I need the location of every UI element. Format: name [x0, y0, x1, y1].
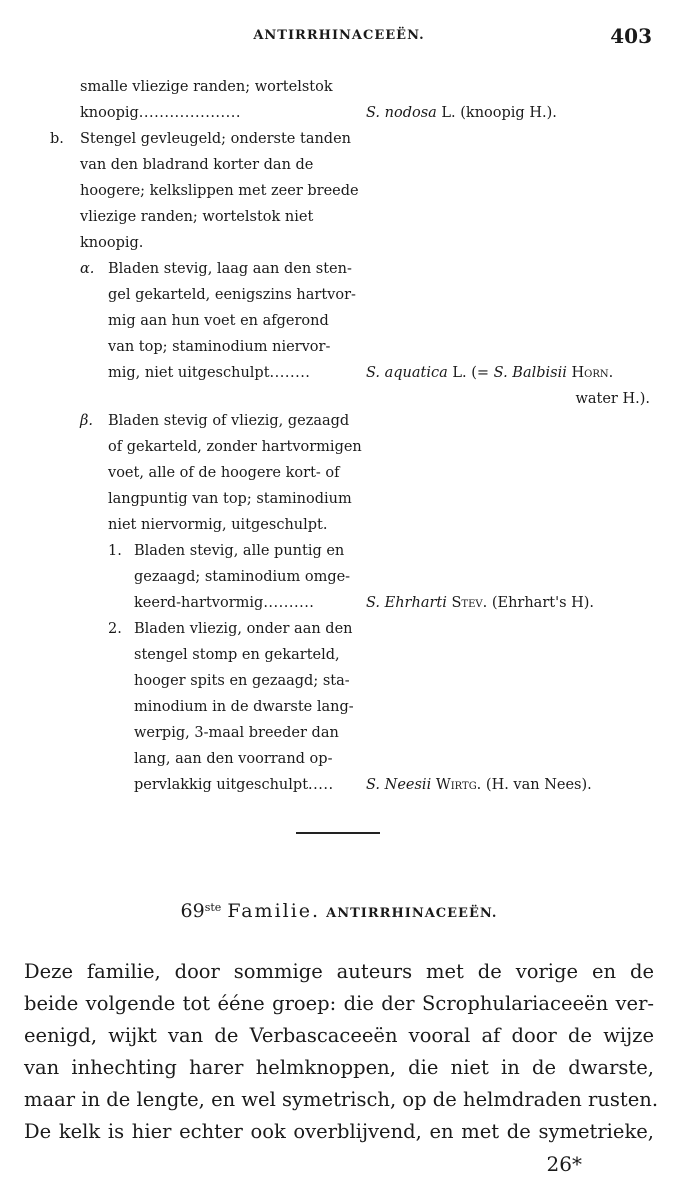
key-line: gezaagd; staminodium omge-	[134, 569, 351, 585]
body-line: beide volgende tot ééne groep: die der Scrophulariaceeën ver-	[24, 992, 654, 1015]
body-line: Deze familie, door sommige auteurs met de vorige en de	[24, 960, 654, 983]
family-word: Familie.	[227, 900, 321, 922]
key-line: voet, alle of de hoogere kort- of	[108, 465, 340, 481]
key-line: hoogere; kelkslippen met zeer breede	[80, 183, 359, 199]
common-name: (Ehrhart's H).	[491, 595, 595, 611]
synonym-author: Horn.	[571, 365, 614, 381]
species-name: S. Neesii	[366, 777, 432, 793]
species-author: L. (knoopig H.).	[441, 105, 557, 121]
key-line-neesii	[134, 776, 334, 794]
key-line: van den bladrand korter dan de	[80, 157, 314, 173]
key-line: van top; staminodium niervor-	[108, 339, 331, 355]
body-line: maar in de lengte, en wel symetrisch, op de helmdraden rusten.	[24, 1088, 659, 1111]
key-line-ehrharti	[134, 594, 314, 612]
dot-leader: ....................	[138, 105, 241, 121]
species-nodosa	[366, 104, 557, 122]
key-line: smalle vliezige randen; wortelstok	[80, 79, 333, 95]
dot-leader: .....	[308, 777, 334, 793]
key-line: niet niervormig, uitgeschulpt.	[108, 517, 328, 533]
key-line: stengel stomp en gekarteld,	[134, 647, 340, 663]
key-line: hooger spits en gezaagd; sta-	[134, 673, 350, 689]
key-label-b: b.	[50, 131, 64, 147]
key-text: keerd-hartvormig	[134, 595, 264, 611]
key-line: Bladen stevig, laag aan den sten-	[108, 261, 352, 277]
common-name-aquatica: water H.).	[575, 391, 650, 407]
key-line: Stengel gevleugeld; onderste tanden	[80, 131, 352, 147]
key-line: Bladen stevig, alle puntig en	[134, 543, 345, 559]
key-label-beta: β.	[80, 413, 93, 429]
key-line: gel gekarteld, eenigszins hartvor-	[108, 287, 356, 303]
key-line: lang, aan den voorrand op-	[134, 751, 333, 767]
dot-leader: ..........	[263, 595, 315, 611]
dot-leader: ........	[269, 365, 311, 381]
species-name: S. nodosa	[366, 105, 437, 121]
body-line: De kelk is hier echter ook overblijvend, en met de symetrieke,	[24, 1120, 654, 1143]
key-label-1: 1.	[108, 543, 122, 559]
species-name: S. aquatica	[366, 365, 448, 381]
key-label-alpha: α.	[80, 261, 95, 277]
species-ehrharti	[366, 594, 594, 612]
key-line: of gekarteld, zonder hartvormigen	[108, 439, 362, 455]
signature-mark: 26*	[546, 1152, 582, 1176]
key-line: vliezige randen; wortelstok niet	[80, 209, 314, 225]
body-line: eenigd, wijkt van de Verbascaceeën vooral af door de wijze	[24, 1024, 654, 1047]
key-label-2: 2.	[108, 621, 122, 637]
family-number-suffix: ste	[204, 901, 222, 914]
common-name: (H. van Nees).	[485, 777, 592, 793]
species-aquatica	[366, 364, 613, 382]
key-text: pervlakkig uitgeschulpt	[134, 777, 309, 793]
family-number: 69	[180, 900, 205, 922]
family-name: ANTIRRHINACEEËN.	[326, 906, 498, 921]
section-divider	[296, 832, 380, 834]
key-line-nodosa	[80, 104, 241, 122]
species-synonym: S. Balbisii	[493, 365, 567, 381]
key-line: mig aan hun voet en afgerond	[108, 313, 329, 329]
family-heading	[0, 900, 678, 922]
body-line: van inhechting harer helmknoppen, die niet in de dwarste,	[24, 1056, 654, 1079]
species-name: S. Ehrharti	[366, 595, 447, 611]
key-line-aquatica	[108, 364, 310, 382]
species-neesii	[366, 776, 592, 794]
key-text: knoopig	[80, 105, 139, 121]
key-line: knoopig.	[80, 235, 144, 251]
key-line: langpuntig van top; staminodium	[108, 491, 352, 507]
page-number: 403	[610, 24, 652, 48]
running-title: ANTIRRHINACEEËN.	[253, 28, 425, 43]
key-line: werpig, 3-maal breeder dan	[134, 725, 339, 741]
species-author: Stev.	[451, 595, 488, 611]
key-line: Bladen stevig of vliezig, gezaagd	[108, 413, 350, 429]
species-author: Wirtg.	[435, 777, 482, 793]
key-line: minodium in de dwarste lang-	[134, 699, 354, 715]
key-text: mig, niet uitgeschulpt	[108, 365, 270, 381]
species-author: L. (=	[452, 365, 490, 381]
key-line: Bladen vliezig, onder aan den	[134, 621, 353, 637]
